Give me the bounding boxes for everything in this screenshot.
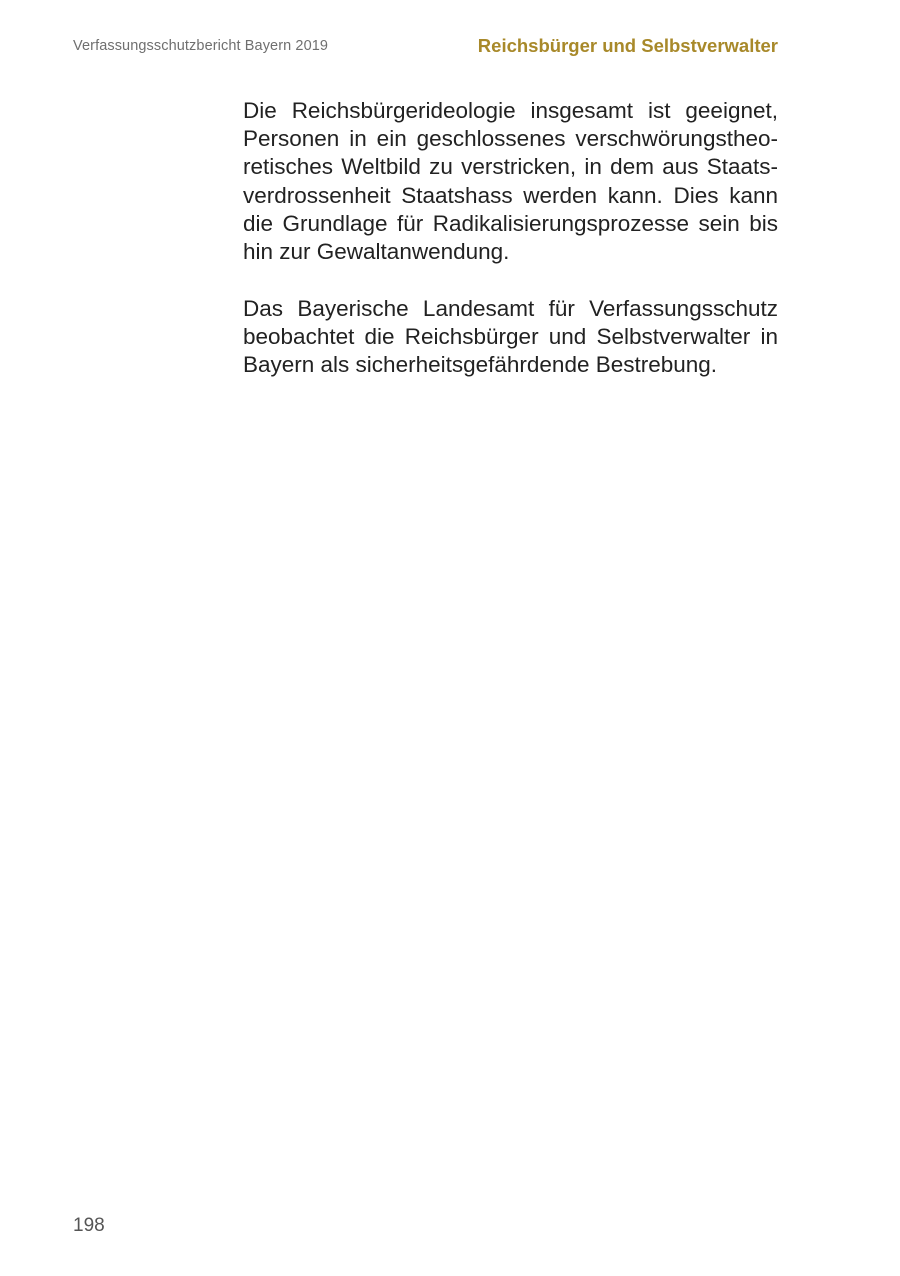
paragraph-line: verdrossenheit Staatshass werden kann. Dies kann xyxy=(243,182,778,208)
section-title: Reichsbürger und Selbstverwalter xyxy=(477,35,778,56)
paragraph-2 xyxy=(243,295,778,380)
publication-title: Verfassungsschutzbericht Bayern 2019 xyxy=(73,38,329,54)
paragraph-line: retisches Weltbild zu verstricken, in dem aus Staats- xyxy=(243,154,778,180)
body-text xyxy=(243,97,778,408)
paragraph-line: Das Bayerische Landesamt für Verfassungsschutz xyxy=(243,295,778,321)
paragraph-line: die Grundlage für Radikalisierungsprozesse sein bis xyxy=(243,210,778,236)
paragraph-line: Personen in ein geschlossenes verschwörungstheo- xyxy=(243,126,778,152)
paragraph-line: Die Reichsbürgerideologie insgesamt ist geeignet, xyxy=(243,98,778,123)
paragraph-line: Bayern als sicherheitsgefährdende Bestrebung. xyxy=(243,352,718,378)
page-number: 198 xyxy=(73,1215,105,1236)
paragraph-line: hin zur Gewaltanwendung. xyxy=(243,239,510,265)
paragraph-line: beobachtet die Reichsbürger und Selbstverwalter in xyxy=(243,323,778,349)
paragraph-1 xyxy=(243,97,778,266)
